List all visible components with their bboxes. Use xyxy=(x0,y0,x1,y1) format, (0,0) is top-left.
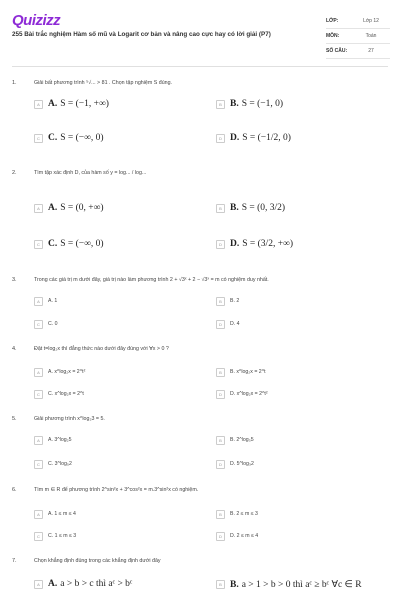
meta-count-row xyxy=(326,44,390,59)
option-d[interactable] xyxy=(216,318,240,330)
option-text xyxy=(48,99,109,109)
option-value: S = (−1, 0) xyxy=(241,99,284,109)
option-text: C. 3^log₅2 xyxy=(48,461,72,467)
option-box: D xyxy=(216,240,225,249)
option-b[interactable] xyxy=(216,295,239,307)
quizizz-logo: Quizizz xyxy=(12,12,61,29)
option-box: C xyxy=(34,460,43,469)
meta-panel xyxy=(326,14,390,59)
option-c[interactable] xyxy=(34,458,72,470)
option-text: C. 0 xyxy=(48,321,58,327)
option-box: A xyxy=(34,100,43,109)
question-number: 7. xyxy=(12,558,17,564)
option-c[interactable] xyxy=(34,388,84,400)
option-text: D. 2 ≤ m ≤ 4 xyxy=(230,533,259,539)
option-box: C xyxy=(34,320,43,329)
option-box: A xyxy=(34,580,43,589)
option-label: D. xyxy=(230,239,240,249)
option-box: B xyxy=(216,368,225,377)
option-box: C xyxy=(34,532,43,541)
option-text: B. 2 xyxy=(230,298,240,304)
option-box: D xyxy=(216,390,225,399)
meta-label: SỐ CÂU: xyxy=(326,48,348,54)
option-value: S = (0, +∞) xyxy=(60,203,104,213)
meta-value: Toán xyxy=(365,33,377,39)
option-box: A xyxy=(34,297,43,306)
option-text: D. 4 xyxy=(230,321,240,327)
option-d[interactable] xyxy=(216,238,293,250)
option-box: C xyxy=(34,390,43,399)
option-a[interactable] xyxy=(34,508,76,520)
option-text xyxy=(230,203,285,213)
question-text: Đặt t=log₂x thì đẳng thức nào dưới đây đúng với ∀x > 0 ? xyxy=(34,346,169,352)
option-value: a > b > c thì aᶜ > bᶜ xyxy=(60,579,133,589)
question-number: 3. xyxy=(12,277,17,283)
question-5 xyxy=(12,416,388,472)
option-d[interactable] xyxy=(216,132,291,144)
option-c[interactable] xyxy=(34,318,58,330)
option-d[interactable] xyxy=(216,388,268,400)
meta-class-row xyxy=(326,14,390,29)
option-box: A xyxy=(34,510,43,519)
option-value: a > 1 > b > 0 thì aᶜ ≥ bᶜ ∀c ∈ R xyxy=(241,579,362,590)
option-text xyxy=(48,133,104,143)
option-box: D xyxy=(216,320,225,329)
option-box: A xyxy=(34,368,43,377)
option-a[interactable] xyxy=(34,98,109,110)
option-text: C. 1 ≤ m ≤ 3 xyxy=(48,533,77,539)
option-b[interactable] xyxy=(216,202,285,214)
option-a[interactable] xyxy=(34,366,85,378)
meta-subject-row xyxy=(326,29,390,44)
option-value: S = (−1/2, 0) xyxy=(242,133,291,143)
option-b[interactable] xyxy=(216,434,254,446)
meta-label: MÔN: xyxy=(326,33,340,39)
meta-value: 27 xyxy=(368,48,374,54)
option-box: B xyxy=(216,510,225,519)
question-6 xyxy=(12,487,388,543)
option-box: B xyxy=(216,100,225,109)
option-text: A. 1 ≤ m ≤ 4 xyxy=(48,511,76,517)
option-text xyxy=(48,203,104,213)
option-text: A. 1 xyxy=(48,298,58,304)
option-text xyxy=(48,579,132,589)
option-a[interactable] xyxy=(34,202,104,214)
option-box: C xyxy=(34,134,43,143)
question-3 xyxy=(12,277,388,333)
option-box: B xyxy=(216,580,225,589)
option-c[interactable] xyxy=(34,530,76,542)
option-box: D xyxy=(216,532,225,541)
option-b[interactable] xyxy=(216,366,266,378)
question-number: 4. xyxy=(12,346,17,352)
question-number: 1. xyxy=(12,80,17,86)
option-box: B xyxy=(216,297,225,306)
option-value: S = (−∞, 0) xyxy=(60,239,104,249)
option-box: C xyxy=(34,240,43,249)
meta-value: Lớp 12 xyxy=(363,18,379,24)
option-value: S = (0, 3/2) xyxy=(241,203,286,213)
question-text: Tìm m ∈ R để phương trình 2^sin²x + 3^cos²x = m.3^sin²x có nghiệm. xyxy=(34,487,199,493)
option-text: D. x^log₂x = 2^t² xyxy=(230,391,268,397)
option-text: D. 5^log₃2 xyxy=(230,461,254,467)
option-box: B xyxy=(216,204,225,213)
option-value: S = (3/2, +∞) xyxy=(242,239,293,249)
option-value: S = (−∞, 0) xyxy=(60,133,104,143)
option-d[interactable] xyxy=(216,458,254,470)
option-label: A. xyxy=(48,579,58,589)
question-text: Giải bất phương trình ⁵√... > 81 . Chọn tập nghiệm S đúng. xyxy=(34,80,173,86)
option-a[interactable] xyxy=(34,295,57,307)
question-number: 6. xyxy=(12,487,17,493)
option-text: B. x^log₂x = 2^t xyxy=(230,369,266,375)
option-text xyxy=(230,579,362,590)
option-text: B. 2 ≤ m ≤ 3 xyxy=(230,511,258,517)
option-value: S = (−1, +∞) xyxy=(60,99,109,109)
question-text: Chọn khẳng định đúng trong các khẳng định dưới đây xyxy=(34,558,161,564)
question-1 xyxy=(12,80,388,150)
option-text xyxy=(48,239,104,249)
option-label: C. xyxy=(48,133,58,143)
option-label: B. xyxy=(230,99,239,109)
option-text xyxy=(230,133,291,143)
option-box: A xyxy=(34,436,43,445)
option-label: B. xyxy=(230,203,239,213)
option-a[interactable] xyxy=(34,434,71,446)
question-text: Giải phương trình x^log₂3 = 5. xyxy=(34,416,105,422)
option-text: B. 2^log₃5 xyxy=(230,437,254,443)
option-b[interactable] xyxy=(216,98,283,110)
option-text: C. x^log₂x = 2^t xyxy=(48,391,84,397)
option-box: D xyxy=(216,460,225,469)
option-text: A. x^log₂x = 2^t² xyxy=(48,369,86,375)
option-c[interactable] xyxy=(34,238,104,250)
header-divider xyxy=(12,66,388,67)
option-text xyxy=(230,239,293,249)
option-box: B xyxy=(216,436,225,445)
option-text: A. 3^log₂5 xyxy=(48,437,72,443)
option-label: A. xyxy=(48,99,58,109)
option-c[interactable] xyxy=(34,132,104,144)
meta-label: LỚP: xyxy=(326,18,339,24)
option-b[interactable] xyxy=(216,578,362,590)
option-b[interactable] xyxy=(216,508,258,520)
option-d[interactable] xyxy=(216,530,258,542)
option-label: C. xyxy=(48,239,58,249)
question-4 xyxy=(12,346,388,402)
option-label: A. xyxy=(48,203,58,213)
question-2 xyxy=(12,170,388,250)
question-7 xyxy=(12,558,388,598)
page-title: 255 Bài trắc nghiệm Hàm số mũ và Logarit cơ bản và nâng cao cực hay có lời giải (P7) xyxy=(12,31,271,38)
option-box: A xyxy=(34,204,43,213)
option-label: B. xyxy=(230,579,239,590)
question-text: Tìm tập xác định D, của hàm số y = log... / log... xyxy=(34,170,147,176)
option-a[interactable] xyxy=(34,578,132,590)
option-box: D xyxy=(216,134,225,143)
question-text: Trong các giá trị m dưới đây, giá trị nào làm phương trình 2 + √3ˣ + 2 − √3ˣ = m có nghiệm duy nhất. xyxy=(34,277,269,283)
question-number: 2. xyxy=(12,170,17,176)
question-number: 5. xyxy=(12,416,17,422)
option-label: D. xyxy=(230,133,240,143)
option-text xyxy=(230,99,283,109)
